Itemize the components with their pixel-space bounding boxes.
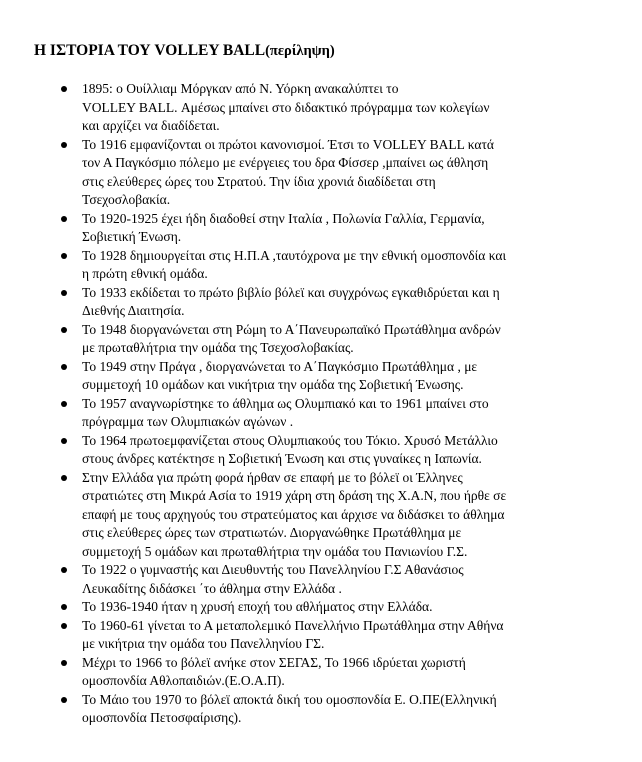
bullet-icon (61, 623, 67, 629)
list-item-line: πρόγραμμα των Ολυμπιακών αγώνων . (82, 414, 294, 429)
list-item (82, 321, 596, 358)
list-item (82, 617, 596, 654)
bullet-icon (61, 438, 67, 444)
bullet-icon (61, 660, 67, 666)
list-item-line: με νικήτρια την ομάδα του Πανελληνίου ΓΣ. (82, 636, 325, 651)
list-item-line: τον Α Παγκόσμιο πόλεμο με ενέργειες του δρα Φίσσερ ,μπαίνει ως άθληση (82, 155, 489, 170)
list-item (82, 210, 596, 247)
bullet-icon (61, 142, 67, 148)
list-item-line: Το 1936-1940 ήταν η χρυσή εποχή του αθλήματος στην Ελλάδα. (82, 599, 433, 614)
title-subtitle: (περίληψη) (265, 43, 335, 59)
list-item-line: Το 1922 ο γυμναστής και Διευθυντής του Πανελληνίου Γ.Σ Αθανάσιος (82, 562, 464, 577)
list-item-line: Το 1948 διοργανώνεται στη Ρώμη το Α΄Πανευρωπαϊκό Πρωτάθλημα ανδρών (82, 321, 501, 337)
list-item-line: Το 1920-1925 έχει ήδη διαδοθεί στην Ιταλία , Πολωνία Γαλλία, Γερμανία, (82, 210, 485, 226)
list-item-line: Το 1960-61 γίνεται το Α μεταπολεμικό Πανελλήνιο Πρωτάθλημα στην Αθήνα (82, 617, 504, 633)
list-item-line: ομοσπονδία Αθλοπαιδιών.(Ε.Ο.Α.Π). (82, 673, 285, 688)
bullet-icon (61, 364, 67, 370)
list-item-line: Σοβιετική Ένωση. (82, 229, 182, 244)
list-item (82, 469, 596, 562)
list-item-line: και αρχίζει να διαδίδεται. (82, 118, 220, 133)
list-item (82, 561, 596, 598)
bullet-icon (61, 475, 67, 481)
list-item (82, 358, 596, 395)
list-item-line: Το 1933 εκδίδεται το πρώτο βιβλίο βόλεϊ και συγχρόνως εγκαθιδρύεται και η (82, 284, 500, 300)
bullet-icon (61, 401, 67, 407)
bullet-icon (61, 253, 67, 259)
list-item-line: Το 1957 αναγνωρίστηκε το άθλημα ως Ολυμπιακό και το 1961 μπαίνει στο (82, 395, 489, 411)
list-item-line: Το 1949 στην Πράγα , διοργανώνεται το Α΄Παγκόσμιο Πρωτάθλημα , με (82, 358, 478, 374)
bullet-icon (61, 86, 67, 92)
list-item-line: Το 1916 εμφανίζονται οι πρώτοι κανονισμοί. Έτσι το VOLLEY BALL κατά (82, 136, 495, 152)
list-item (82, 432, 596, 469)
list-item-line: συμμετοχή 10 ομάδων και νικήτρια την ομάδα της Σοβιετική Ένωσης. (82, 377, 464, 392)
list-item-line: στρατιώτες στη Μικρά Ασία το 1919 χάρη στη δράση της Χ.Α.Ν, που ήρθε σε (82, 488, 507, 503)
list-item (82, 80, 596, 136)
list-item (82, 284, 596, 321)
list-item-line: Το 1964 πρωτοεμφανίζεται στους Ολυμπιακούς του Τόκιο. Χρυσό Μετάλλιο (82, 432, 498, 448)
bullet-icon (61, 604, 67, 610)
list-item-line: VOLLEY BALL. Αμέσως μπαίνει στο διδακτικό πρόγραμμα των κολεγίων (82, 99, 490, 115)
list-item-line: Το Μάιο του 1970 το βόλεϊ αποκτά δική του ομοσπονδία Ε. Ο.ΠΕ(Ελληνική (82, 691, 497, 707)
history-list (82, 80, 596, 728)
list-item (82, 395, 596, 432)
document-title (34, 42, 335, 60)
list-item-line: 1895: ο Ουίλλιαμ Μόργκαν από Ν. Υόρκη ανακαλύπτει το (82, 81, 399, 96)
list-item (82, 691, 596, 728)
list-item-line: Διεθνής Διαιτησία. (82, 303, 185, 318)
list-item-line: στους άνδρες κατέκτησε η Σοβιετική Ένωση και στις γυναίκες η Ιαπωνία. (82, 451, 482, 466)
list-item (82, 247, 596, 284)
list-item-line: Λευκαδίτης διδάσκει ΄το άθλημα στην Ελλάδα . (82, 580, 342, 596)
list-item (82, 598, 596, 617)
bullet-icon (61, 327, 67, 333)
list-item-line: Μέχρι το 1966 το βόλεϊ ανήκε στον ΣΕΓΑΣ, Το 1966 ιδρύεται χωριστή (82, 654, 466, 670)
list-item-line: στις ελεύθερες ώρες του Στρατού. Την ίδια χρονιά διαδίδεται στη (82, 173, 436, 189)
bullet-icon (61, 290, 67, 296)
list-item-line: Τσεχοσλοβακία. (82, 192, 171, 207)
bullet-icon (61, 216, 67, 222)
list-item-line: Το 1928 δημιουργείται στις Η.Π.Α ,ταυτόχρονα με την εθνική ομοσπονδία και (82, 247, 507, 263)
bullet-icon (61, 697, 67, 703)
title-main: Η ΙΣΤΟΡΙΑ ΤΟΥ VOLLEY BALL (34, 42, 266, 59)
list-item-line: επαφή με τους αρχηγούς του στρατεύματος και άρχισε να διδάσκει το άθλημα (82, 506, 505, 522)
bullet-icon (61, 567, 67, 573)
list-item-line: στις ελεύθερες ώρες των στρατιωτών. Διοργανώθηκε Πρωτάθλημα με (82, 525, 462, 540)
list-item-line: Στην Ελλάδα για πρώτη φορά ήρθαν σε επαφή με το βόλεϊ οι Έλληνες (82, 469, 463, 485)
list-item-line: η πρώτη εθνική ομάδα. (82, 266, 208, 281)
list-item-line: ομοσπονδία Πετοσφαίρισης). (82, 710, 242, 725)
list-item-line: συμμετοχή 5 ομάδων και πρωταθλήτρια την ομάδα του Πανιωνίου Γ.Σ. (82, 543, 468, 559)
list-item (82, 654, 596, 691)
list-item-line: με πρωταθλήτρια την ομάδα της Τσεχοσλοβακίας. (82, 340, 354, 355)
list-item (82, 136, 596, 210)
